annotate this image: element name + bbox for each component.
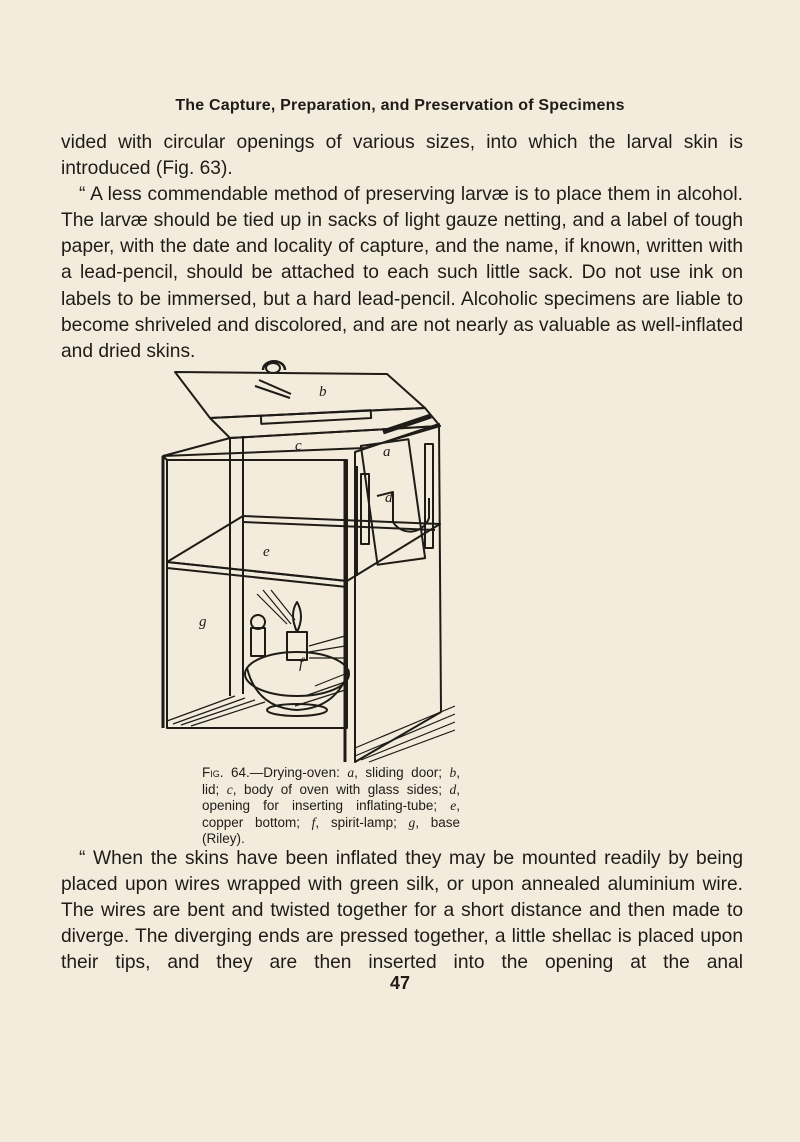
caption-part-a: , sliding door; — [354, 765, 450, 780]
caption-key-b: b — [449, 765, 457, 780]
label-d: d — [385, 490, 393, 506]
copper-bottom — [167, 516, 440, 581]
caption-fig-number: Fig. 64. — [202, 765, 250, 780]
spirit-lamp — [245, 590, 349, 716]
paragraph-mounting: “ When the skins have been inflated they may be mounted readily by being placed upon wires wrapped with green silk, or upon annealed aluminium wire. The wires are bent and twisted together for a short distance and then made to diverge. The diverging ends are pressed together, a little shellac is placed upon their tips, and they are then inserted into the opening at the anal — [61, 848, 743, 974]
figure-caption — [202, 765, 460, 848]
text-block-top — [61, 130, 743, 365]
caption-key-f: f — [311, 814, 316, 830]
caption-part-b: , lid; — [202, 765, 460, 797]
label-e: e — [263, 544, 270, 560]
caption-key-a: a — [347, 765, 355, 780]
caption-part-e: , copper bottom; — [202, 798, 460, 830]
caption-title: —Drying-oven: — [249, 765, 348, 780]
caption-part-d: , opening for inserting inflating-tube; — [202, 781, 460, 814]
caption-part-g: , base (Riley). — [202, 814, 460, 847]
label-c: c — [295, 438, 302, 454]
page-number: 47 — [389, 973, 411, 993]
label-a: a — [383, 444, 391, 460]
caption-key-d: d — [449, 781, 457, 797]
drying-oven-illustration — [155, 356, 455, 764]
drying-oven-figure — [155, 356, 455, 764]
label-g: g — [199, 614, 207, 630]
caption-key-g: g — [408, 814, 416, 830]
caption-key-c: c — [226, 781, 233, 797]
running-head: The Capture, Preparation, and Preservation of Specimens — [175, 97, 625, 114]
paragraph-alcohol: “ A less commendable method of preserving larvæ is to place them in alcohol. The larvæ should be tied up in sacks of light gauze netting, and a label of tough paper, with the date and locality of capture, and the name, if known, written with a lead-pencil, should be attached to each such little sack. Do not use ink on labels to be immersed, but a hard lead-pencil. Alcoholic specimens are liable to become shriveled and discolored, and are not nearly as valuable as well-inflated and dried skins. — [61, 184, 743, 362]
text-block-bottom — [61, 846, 743, 976]
caption-key-e: e — [450, 798, 457, 814]
caption-part-f: , spirit-lamp; — [315, 814, 409, 830]
paragraph-continuation: vided with circular openings of various sizes, into which the larval skin is introduced (Fig. 63). — [61, 132, 743, 180]
lid — [175, 372, 425, 418]
label-b: b — [319, 384, 327, 400]
caption-part-c: , body of oven with glass sides; — [232, 781, 450, 797]
label-f: f — [299, 656, 304, 672]
